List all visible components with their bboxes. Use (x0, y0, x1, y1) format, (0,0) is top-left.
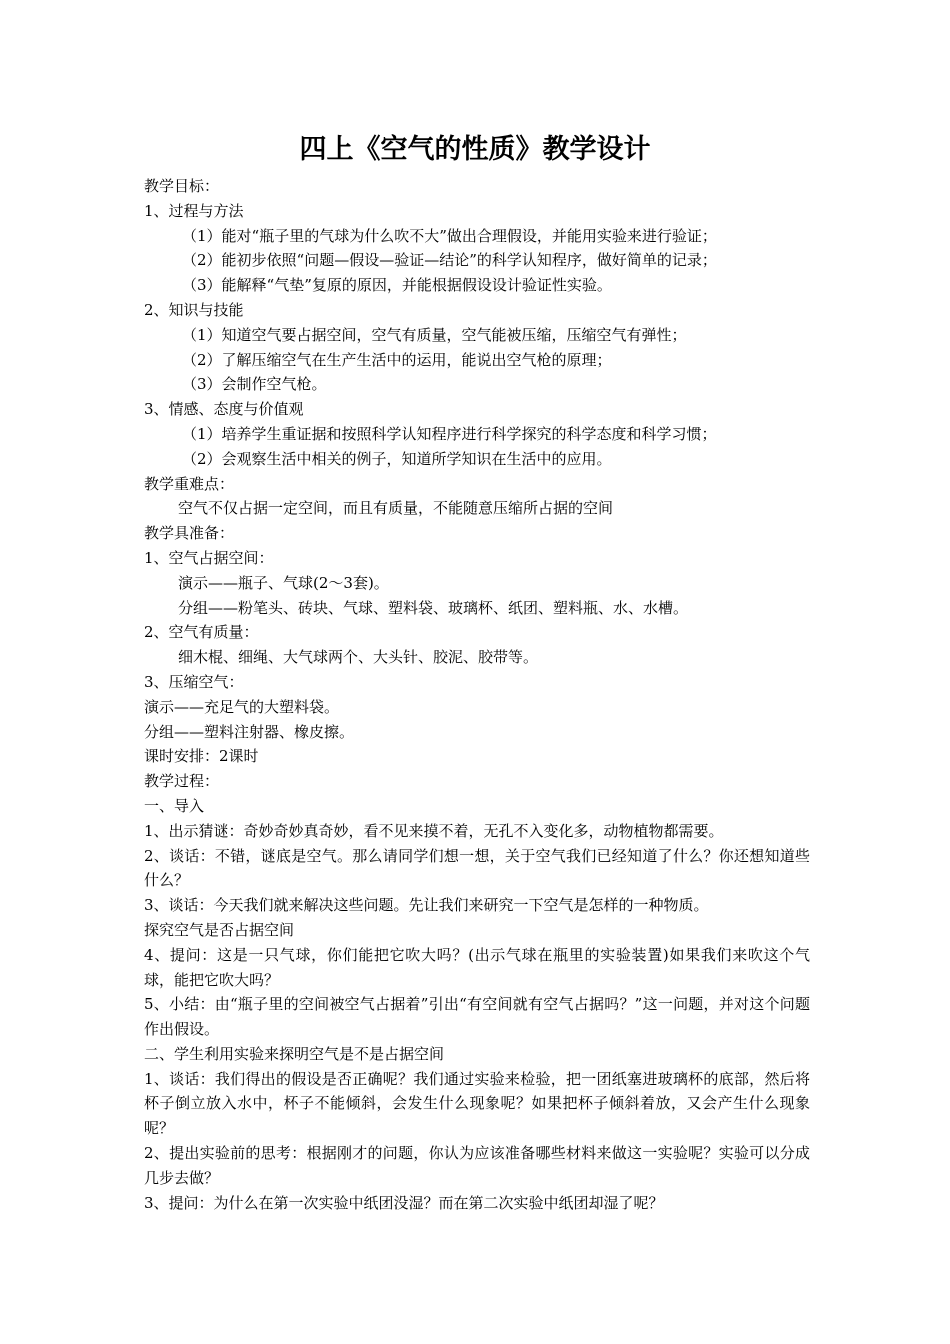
paragraph: 3、情感、态度与价值观 (144, 400, 304, 419)
paragraph: 课时安排：2课时 (144, 747, 259, 766)
document-body (144, 174, 810, 1215)
paragraph: 演示——瓶子、气球(2～3套)。 (178, 573, 389, 592)
paragraph: 细木棍、细绳、大气球两个、大头针、胶泥、胶带等。 (178, 648, 539, 667)
paragraph: （3）能解释“气垫”复原的原因，并能根据假设设计验证性实验。 (182, 276, 612, 295)
paragraph: 1、过程与方法 (144, 201, 244, 220)
paragraph: 4、提问：这是一只气球，你们能把它吹大吗？(出示气球在瓶里的实验装置)如果我们来吹这个气球，能把它吹大吗？ (144, 945, 810, 989)
paragraph: 教学目标： (144, 177, 220, 195)
paragraph: 1、谈话：我们得出的假设是否正确呢？我们通过实验来检验，把一团纸塞进玻璃杯的底部，然后将杯子倒立放入水中，杯子不能倾斜，会发生什么现象呢？如果把杯子倾斜着放，又会产生什么现象呢？ (144, 1069, 810, 1138)
paragraph: 2、知识与技能 (144, 300, 244, 319)
paragraph: 探究空气是否占据空间 (144, 920, 295, 939)
paragraph: 3、谈话：今天我们就来解决这些问题。先让我们来研究一下空气是怎样的一种物质。 (144, 896, 709, 915)
paragraph: 二、学生利用实验来探明空气是不是占据空间 (144, 1044, 445, 1063)
paragraph: 1、出示猜谜：奇妙奇妙真奇妙，看不见来摸不着，无孔不入变化多，动物植物都需要。 (144, 821, 724, 840)
paragraph: 分组——粉笔头、砖块、气球、塑料袋、玻璃杯、纸团、塑料瓶、水、水槽。 (178, 598, 689, 617)
paragraph: 一、导入 (144, 796, 205, 815)
paragraph: 演示——充足气的大塑料袋。 (144, 697, 340, 716)
paragraph: 分组——塑料注射器、橡皮擦。 (144, 722, 355, 741)
paragraph: （3）会制作空气枪。 (182, 375, 327, 394)
paragraph: 5、小结：由“瓶子里的空间被空气占据着”引出“有空间就有空气占据吗？”这一问题，并对这个问题作出假设。 (144, 995, 810, 1039)
document-title: 四上《空气的性质》教学设计 (299, 134, 651, 165)
paragraph: 2、空气有质量： (144, 623, 259, 642)
paragraph: （2）能初步依照“问题—假设—验证—结论”的科学认知程序，做好简单的记录； (182, 251, 717, 270)
paragraph: 3、压缩空气： (144, 672, 244, 691)
paragraph: 教学过程： (144, 772, 220, 791)
paragraph: 3、提问：为什么在第一次实验中纸团没湿？而在第二次实验中纸团却湿了呢？ (144, 1193, 664, 1212)
paragraph: 教学重难点： (144, 474, 235, 493)
paragraph: （1）培养学生重证据和按照科学认知程序进行科学探究的科学态度和科学习惯； (182, 424, 717, 443)
paragraph: 教学具准备： (144, 524, 235, 543)
paragraph: 2、谈话：不错，谜底是空气。那么请同学们想一想，关于空气我们已经知道了什么？你还想知道些什么？ (144, 846, 810, 890)
paragraph: 空气不仅占据一定空间，而且有质量，不能随意压缩所占据的空间 (178, 499, 614, 518)
paragraph: （2）会观察生活中相关的例子，知道所学知识在生活中的应用。 (182, 449, 612, 468)
paragraph: （1）知道空气要占据空间，空气有质量，空气能被压缩，压缩空气有弹性； (182, 325, 687, 344)
paragraph: 1、空气占据空间： (144, 548, 274, 567)
paragraph: （1）能对“瓶子里的气球为什么吹不大”做出合理假设，并能用实验来进行验证； (182, 226, 717, 245)
paragraph: （2）了解压缩空气在生产生活中的运用，能说出空气枪的原理； (182, 350, 612, 369)
paragraph: 2、提出实验前的思考：根据刚才的问题，你认为应该准备哪些材料来做这一实验呢？实验可以分成几步去做？ (144, 1144, 810, 1187)
